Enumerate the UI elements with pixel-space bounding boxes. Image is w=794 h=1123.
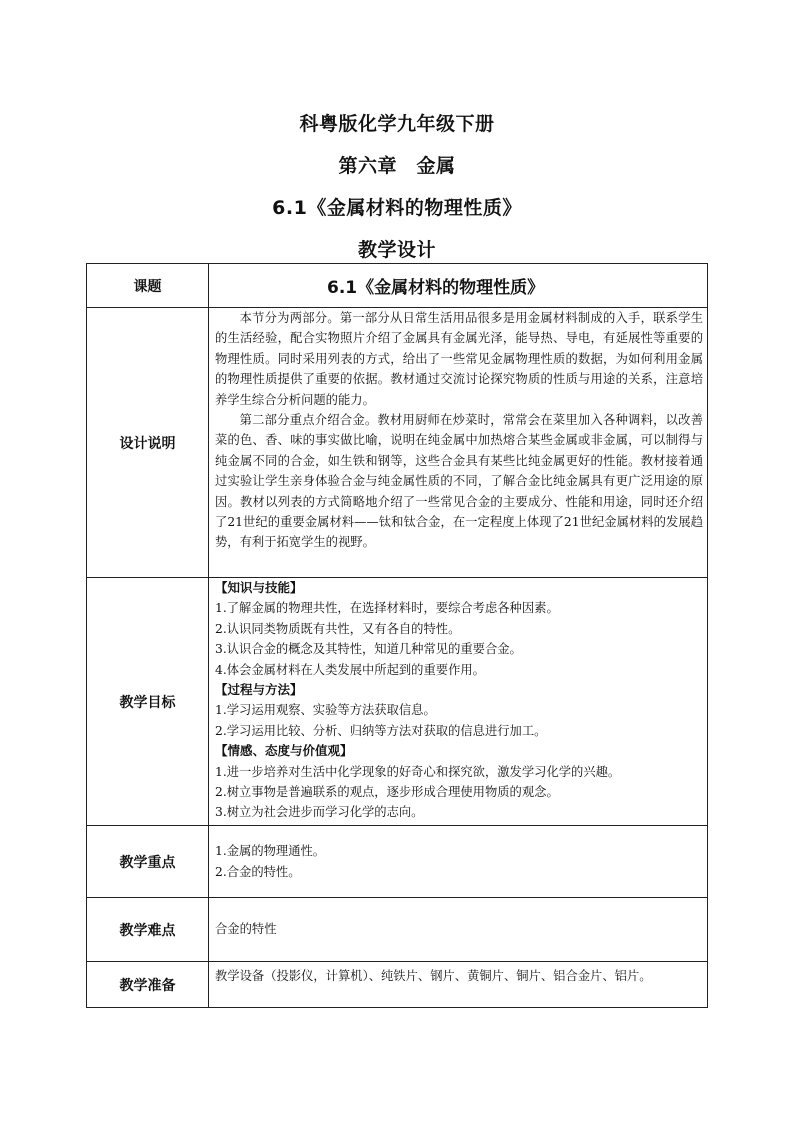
row-difficulty bbox=[87, 898, 708, 962]
key-item: 2.合金的特性。 bbox=[215, 864, 301, 879]
emotion-item: 2.树立事物是普遍联系的观点，逐步形成合理使用物质的观念。 bbox=[215, 785, 559, 800]
emotion-heading: 【情感、态度与价值观】 bbox=[215, 743, 353, 759]
difficulty-content: 合金的特性 bbox=[209, 898, 708, 962]
emotion-item: 3.树立为社会进步而学习化学的志向。 bbox=[215, 805, 424, 820]
row-design bbox=[87, 308, 708, 578]
design-paragraph-2: 第二部分重点介绍合金。教材用厨师在炒菜时，常常会在菜里加入各种调料，以改善菜的色、香、味的事实做比喻，说明在纯金属中加热熔合某些金属或非金属，可以制得与纯金属不同的合金，如生铁和钢等，这些合金具有某些比纯金属更好的性能。教材接着通过实验让学生亲身体验合金与纯金属性质的不同，了解合金比纯金属具有更广泛用途的原因。教材以列表的方式简略地介绍了一些常见合金的主要成分、性能和用途，同时还介绍了21世纪的重要金属材料——钛和钛合金，在一定程度上体现了21世纪金属材料的发展趋势，有利于拓宽学生的视野。 bbox=[215, 413, 703, 550]
key-content bbox=[209, 826, 708, 898]
prep-label: 教学准备 bbox=[87, 962, 209, 1008]
knowledge-item: 4.体会金属材料在人类发展中所起到的重要作用。 bbox=[215, 662, 485, 677]
emotion-item: 1.进一步培养对生活中化学现象的好奇心和探究欲，激发学习化学的兴趣。 bbox=[215, 764, 621, 779]
prep-content: 教学设备（投影仪，计算机）、纯铁片、钢片、黄铜片、铜片、铝合金片、铝片。 bbox=[209, 962, 708, 1008]
knowledge-item: 2.认识同类物质既有共性，又有各自的特性。 bbox=[215, 621, 461, 636]
book-title: 科粤版化学九年级下册 bbox=[299, 113, 495, 135]
goals-label: 教学目标 bbox=[87, 578, 209, 826]
row-key-points bbox=[87, 826, 708, 898]
design-paragraph-1: 本节分为两部分。第一部分从日常生活用品很多是用金属材料制成的入手，联系学生的生活经验，配合实物照片介绍了金属具有金属光泽，能导热、导电，有延展性等重要的物理性质。同时采用列表的方式，给出了一些常见金属物理性质的数据，为如何利用金属的物理性质提供了重要的依据。教材通过交流讨论探究物质的性质与用途的关系，注意培养学生综合分析问题的能力。 bbox=[215, 311, 703, 407]
process-heading: 【过程与方法】 bbox=[215, 682, 303, 698]
row-topic bbox=[87, 264, 708, 308]
chapter-title: 第六章 金属 bbox=[338, 155, 456, 177]
row-goals bbox=[87, 578, 708, 826]
difficulty-label: 教学难点 bbox=[87, 898, 209, 962]
knowledge-item: 1.了解金属的物理共性，在选择材料时，要综合考虑各种因素。 bbox=[215, 601, 559, 616]
goals-content bbox=[209, 578, 708, 826]
process-item: 1.学习运用观察、实验等方法获取信息。 bbox=[215, 703, 436, 718]
topic-value: 6.1《金属材料的物理性质》 bbox=[209, 264, 708, 308]
lesson-plan-table bbox=[86, 263, 708, 1008]
design-content bbox=[209, 308, 708, 578]
topic-label: 课题 bbox=[87, 264, 209, 308]
design-label: 设计说明 bbox=[87, 308, 209, 578]
knowledge-heading: 【知识与技能】 bbox=[215, 580, 303, 595]
title-block bbox=[0, 103, 794, 271]
row-preparation bbox=[87, 962, 708, 1008]
key-label: 教学重点 bbox=[87, 826, 209, 898]
key-item: 1.金属的物理通性。 bbox=[215, 844, 326, 859]
process-item: 2.学习运用比较、分析、归纳等方法对获取的信息进行加工。 bbox=[215, 723, 547, 738]
knowledge-item: 3.认识合金的概念及其特性，知道几种常见的重要合金。 bbox=[215, 642, 522, 657]
lesson-title: 6.1《金属材料的物理性质》 bbox=[272, 197, 522, 219]
doc-type-title: 教学设计 bbox=[357, 239, 436, 261]
